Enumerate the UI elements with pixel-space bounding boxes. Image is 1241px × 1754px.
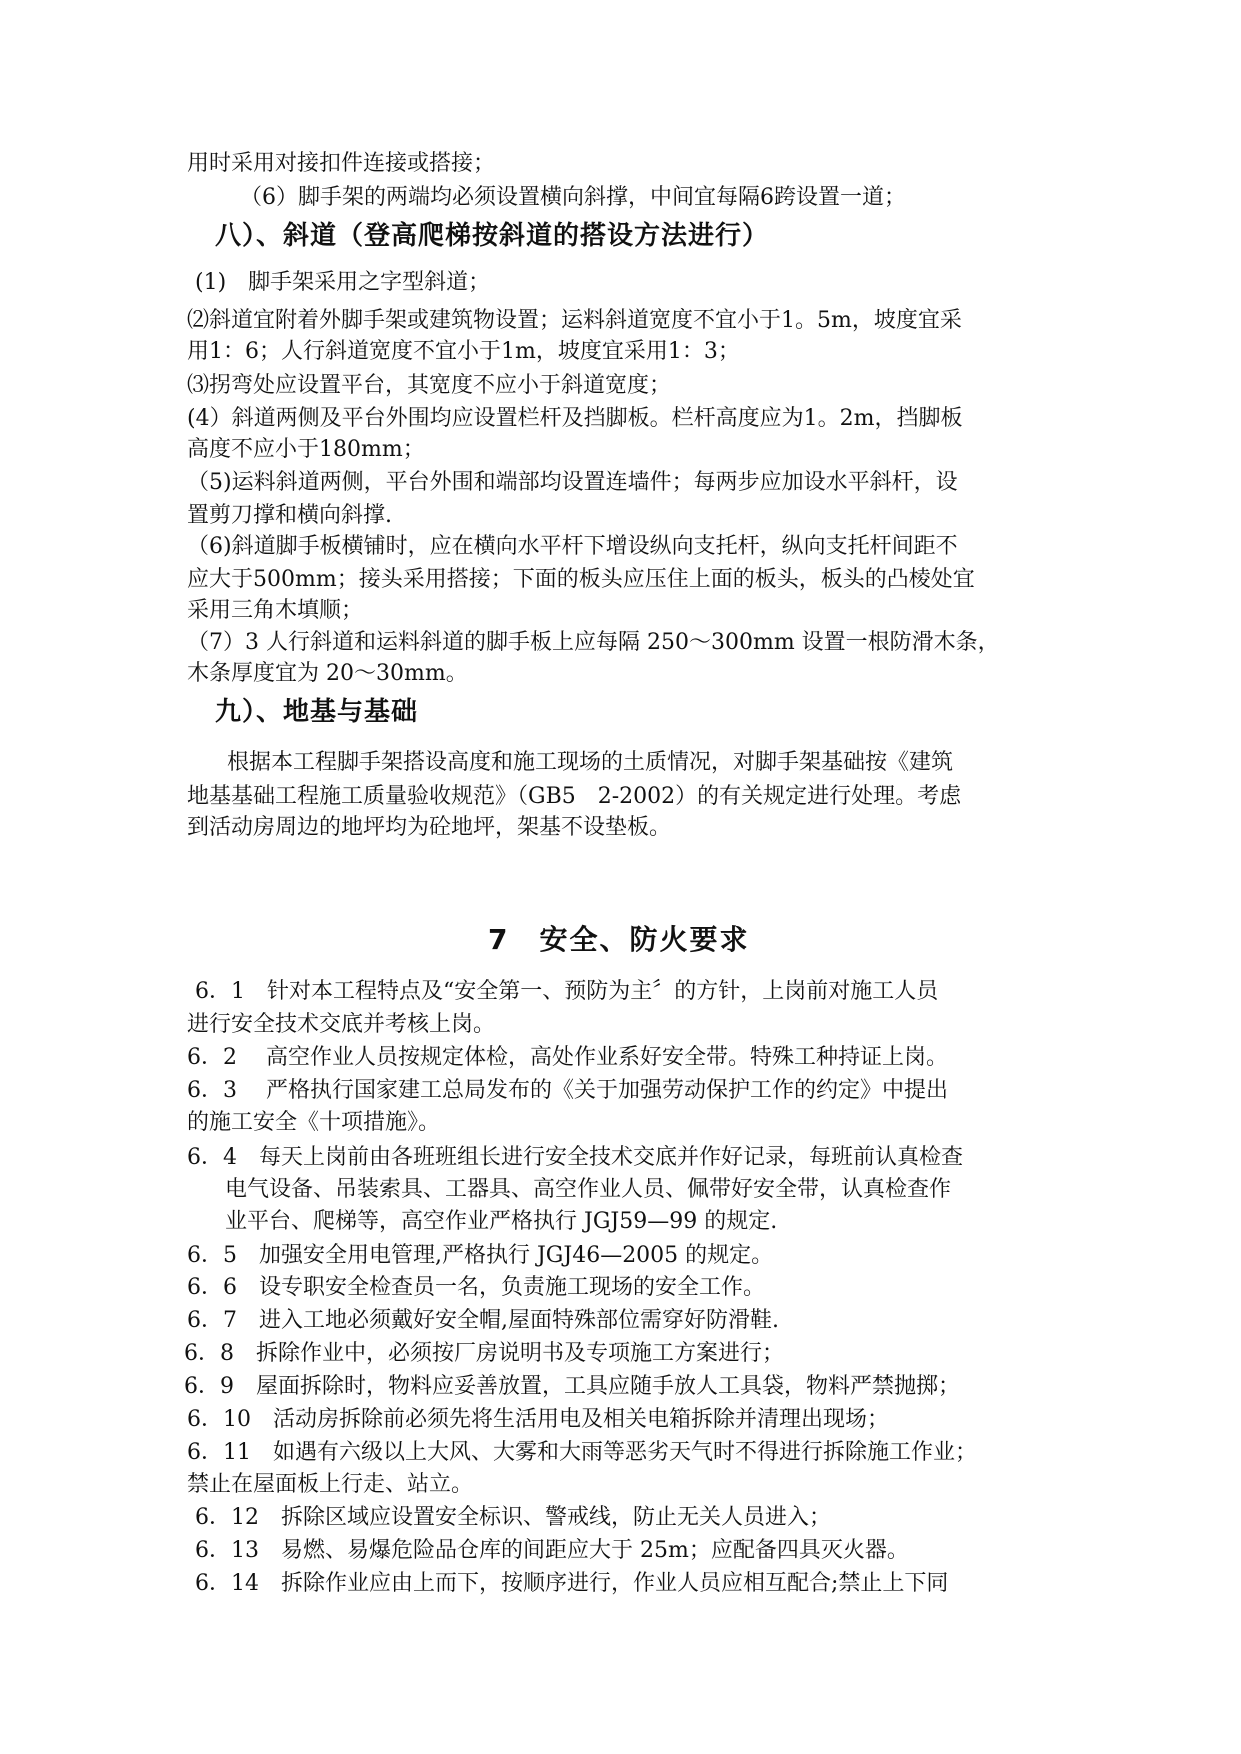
text-line: 根据本工程脚手架搭设高度和施工现场的土质情况，对脚手架基础按《建筑 (227, 750, 954, 775)
text-line: （6）脚手架的两端均必须设置横向斜撑，中间宜每隔6跨设置一道； (240, 185, 906, 210)
text-line: 用时采用对接扣件连接或搭接； (187, 151, 496, 176)
text-line: 应大于500mm；接头采用搭接；下面的板头应压住上面的板头，板头的凸棱处宜 (187, 567, 975, 592)
text-line: 6．3 严格执行国家建工总局发布的《关于加强劳动保护工作的约定》中提出 (187, 1078, 948, 1103)
text-line: 6．2 高空作业人员按规定体检，高处作业系好安全带。特殊工种持证上岗。 (187, 1045, 948, 1070)
text-line: 6．7 进入工地必须戴好安全帽,屋面特殊部位需穿好防滑鞋. (187, 1308, 779, 1333)
text-line: 6．14 拆除作业应由上而下，按顺序进行，作业人员应相互配合;禁止上下同 (195, 1571, 949, 1596)
text-line: (4）斜道两侧及平台外围均应设置栏杆及挡脚板。栏杆高度应为1。2m，挡脚板 (187, 406, 963, 431)
text-line: 到活动房周边的地坪均为砼地坪，架基不设垫板。 (187, 815, 672, 840)
text-line: 6．8 拆除作业中，必须按厂房说明书及专项施工方案进行； (184, 1341, 784, 1366)
text-line: 6．5 加强安全用电管理,严格执行 JGJ46—2005 的规定。 (187, 1243, 774, 1268)
text-line: （7）3 人行斜道和运料斜道的脚手板上应每隔 250～300mm 设置一根防滑木条， (187, 630, 1000, 655)
text-line: 的施工安全《十项措施》。 (187, 1110, 441, 1135)
text-line: (1) 脚手架采用之字型斜道； (195, 270, 491, 295)
text-line: 采用三角木填顺； (187, 598, 364, 623)
text-line: 进行安全技术交底并考核上岗。 (187, 1012, 496, 1037)
section-heading-9: 九）、地基与基础 (215, 697, 419, 727)
text-line: 6．12 拆除区域应设置安全标识、警戒线，防止无关人员进入； (195, 1505, 831, 1530)
text-line: 业平台、爬梯等，高空作业严格执行 JGJ59—99 的规定. (225, 1209, 778, 1234)
text-line: 6．6 设专职安全检查员一名，负责施工现场的安全工作。 (187, 1275, 765, 1300)
text-line: 地基基础工程施工质量验收规范》（GB5 2-2002）的有关规定进行处理。考虑 (187, 784, 962, 809)
text-line: ⑵斜道宜附着外脚手架或建筑物设置；运料斜道宽度不宜小于1。5m，坡度宜采 (187, 308, 962, 333)
text-line: （6)斜道脚手板横铺时，应在横向水平杆下增设纵向支托杆，纵向支托杆间距不 (187, 534, 958, 559)
text-line: 用1：6；人行斜道宽度不宜小于1m，坡度宜采用1：3； (187, 339, 740, 364)
section-heading-7: 7 安全、防火要求 (488, 923, 750, 956)
text-line: 电气设备、吊装索具、工器具、高空作业人员、佩带好安全带，认真检查作 (225, 1177, 952, 1202)
text-line: 高度不应小于180mm； (187, 437, 425, 462)
text-line: 6．11 如遇有六级以上大风、大雾和大雨等恶劣天气时不得进行拆除施工作业； (187, 1440, 977, 1465)
text-line: 木条厚度宜为 20～30mm。 (187, 661, 468, 686)
text-line: 置剪刀撑和横向斜撑. (187, 503, 392, 528)
section-heading-8: 八）、斜道（登高爬梯按斜道的搭设方法进行） (215, 221, 770, 251)
text-line: 6．4 每天上岗前由各班班组长进行安全技术交底并作好记录，每班前认真检查 (187, 1145, 963, 1170)
text-line: 6．10 活动房拆除前必须先将生活用电及相关电箱拆除并清理出现场； (187, 1407, 889, 1432)
text-line: ⑶拐弯处应设置平台，其宽度不应小于斜道宽度； (187, 373, 672, 398)
text-line: 6．9 屋面拆除时，物料应妥善放置，工具应随手放人工具袋，物料严禁抛掷； (184, 1374, 960, 1399)
text-line: 6．13 易燃、易爆危险品仓库的间距应大于 25m；应配备四具灭火器。 (195, 1538, 909, 1563)
text-line: （5)运料斜道两侧，平台外围和端部均设置连墙件；每两步应加设水平斜杆，设 (187, 470, 958, 495)
text-line: 禁止在屋面板上行走、站立。 (187, 1472, 474, 1497)
text-line: 6．1 针对本工程特点及“安全第一、预防为主〞的方针，上岗前对施工人员 (195, 979, 939, 1004)
